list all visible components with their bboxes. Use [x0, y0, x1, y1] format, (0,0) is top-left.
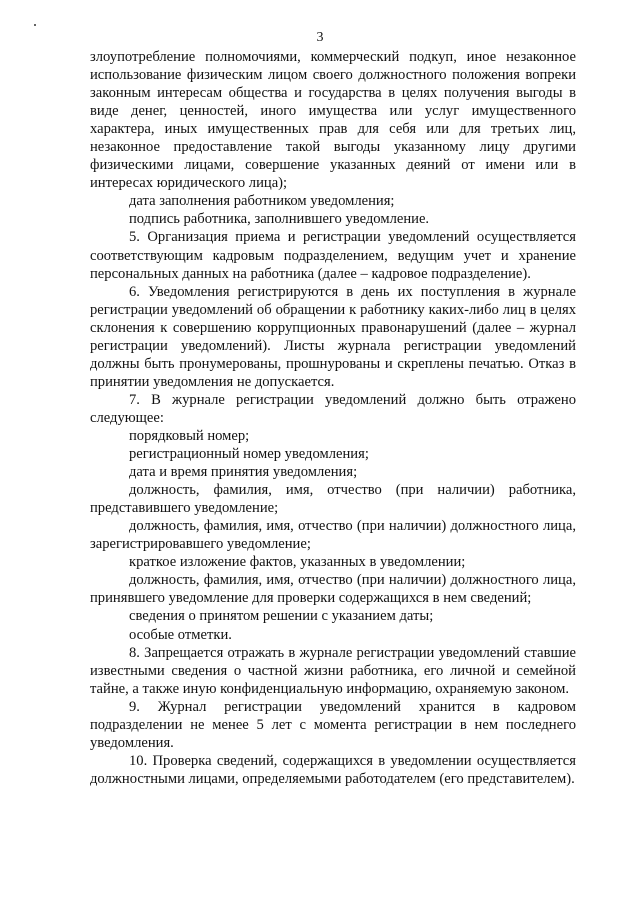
paragraph-10: 10. Проверка сведений, содержащихся в уведомлении осуществляется должностными лицами, определяемыми работодателем (его представителем).	[90, 752, 576, 787]
paragraph-7: 7. В журнале регистрации уведомлений должно быть отражено следующее:	[90, 391, 576, 426]
journal-field-reviewer: должность, фамилия, имя, отчество (при наличии) должностного лица, принявшего уведомление для проверки содержащихся в нем сведений;	[90, 572, 576, 607]
page-number: 3	[316, 30, 324, 45]
journal-field-serial-number: порядковый номер;	[129, 427, 250, 444]
paragraph-fill-date: дата заполнения работником уведомления;	[129, 193, 395, 210]
journal-field-facts-summary: краткое изложение фактов, указанных в уведомлении;	[129, 554, 466, 571]
paragraph-9: 9. Журнал регистрации уведомлений хранится в кадровом подразделении не менее 5 лет с момента регистрации в нем последнего уведомления.	[90, 698, 576, 751]
paragraph-5: 5. Организация приема и регистрации уведомлений осуществляется соответствующим кадровым подразделением, ведущим учет и хранение персональных данных на работника (далее – кадровое подразделение).	[90, 229, 576, 282]
journal-field-decision: сведения о принятом решении с указанием даты;	[129, 608, 434, 625]
journal-field-registrar: должность, фамилия, имя, отчество (при наличии) должностного лица, зарегистрировавшего уведомление;	[90, 518, 576, 553]
paragraph-signature: подпись работника, заполнившего уведомление.	[129, 211, 430, 228]
paragraph-6: 6. Уведомления регистрируются в день их поступления в журнале регистрации уведомлений об обращении к работнику каких-либо лиц в целях склонения к совершению коррупционных правонарушений (далее – журнал регистрации уведомлений). Листы журнала регистрации уведомлений должны быть пронумерованы, прошнурованы и скреплены печатью. Отказ в принятии уведомления не допускается.	[90, 283, 576, 390]
paragraph-8: 8. Запрещается отражать в журнале регистрации уведомлений ставшие известными сведения о частной жизни работника, его личной и семейной тайне, а также иную конфиденциальную информацию, охраняемую законом.	[90, 644, 576, 697]
journal-field-registration-number: регистрационный номер уведомления;	[129, 446, 369, 463]
document-body	[90, 48, 576, 788]
journal-field-special-notes: особые отметки.	[129, 626, 232, 643]
journal-field-employee: должность, фамилия, имя, отчество (при наличии) работника, представившего уведомление;	[90, 482, 576, 517]
paragraph-continuation: злоупотребление полномочиями, коммерческий подкуп, иное незаконное использование физическим лицом своего должностного положения вопреки законным интересам общества и государства в целях получения выгоды в виде денег, ценностей, иного имущества или услуг имущественного характера, иных имущественных прав для себя или для третьих лиц, незаконное предоставление такой выгоды указанному лицу другими физическими лицами, совершение указанных деяний от имени или в интересах юридического лица);	[90, 49, 576, 192]
scan-speck	[34, 24, 36, 26]
journal-field-date-time: дата и время принятия уведомления;	[129, 464, 358, 481]
